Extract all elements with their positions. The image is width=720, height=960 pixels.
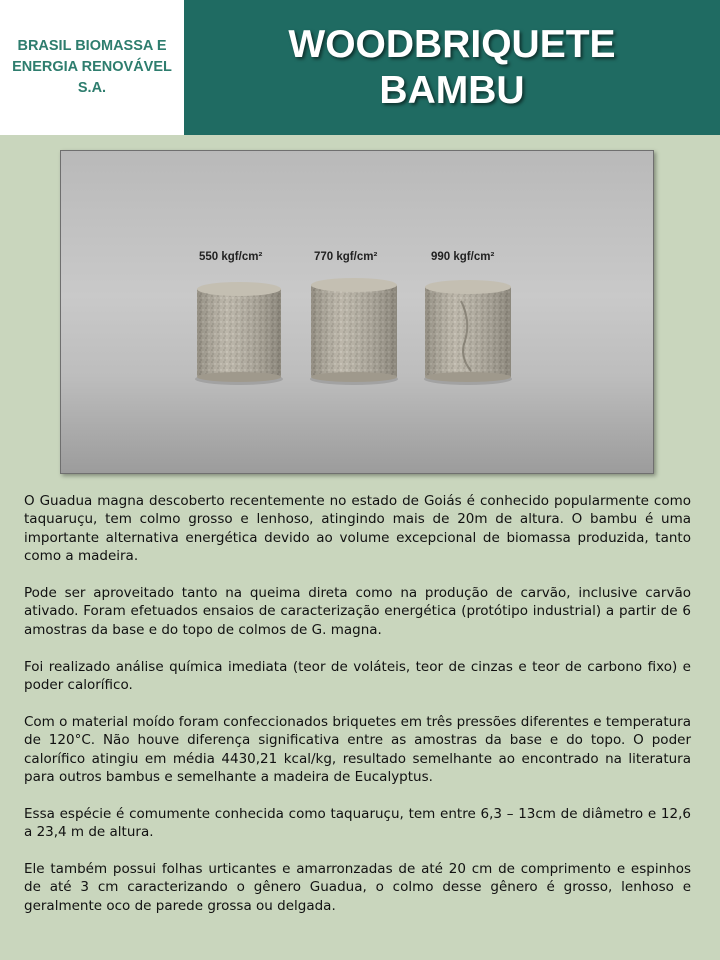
paragraph-2: Pode ser aproveitado tanto na queima direta como na produção de carvão, inclusive carvão ativado. Foram efetuados ensaios de caracterização energética (protótipo industrial) a partir de 6 amostras da base e do topo de colmos de G. magna. xyxy=(24,585,691,638)
briquette-550 xyxy=(197,282,281,382)
pressure-label-2: 770 kgf/cm² xyxy=(314,251,378,263)
company-name: BRASIL BIOMASSA E ENERGIA RENOVÁVEL S.A. xyxy=(12,38,172,96)
pressure-label-1: 550 kgf/cm² xyxy=(199,251,263,263)
company-logo-box xyxy=(0,0,184,135)
page-title: WOODBRIQUETE BAMBU xyxy=(288,22,616,112)
paragraph-6: Ele também possui folhas urticantes e amarronzadas de até 20 cm de comprimento e espinhos de até 3 cm caracterizando o gênero Guadua, o colmo desse gênero é grosso, lenhoso e geralmente oco de parede grossa ou delgada. xyxy=(24,861,691,914)
paragraph-4: Com o material moído foram confeccionados briquetes em três pressões diferentes e temperatura de 120°C. Não houve diferença significativa entre as amostras da base e do topo. O poder calorífico atingiu em média 4430,21 kcal/kg, resultado semelhante ao encontrado na literatura para outros bambus e semelhante a madeira de Eucalyptus. xyxy=(24,713,691,786)
pressure-label-3: 990 kgf/cm² xyxy=(431,251,495,263)
briquette-990 xyxy=(425,280,511,382)
paragraph-1: O Guadua magna descoberto recentemente no estado de Goiás é conhecido popularmente como taquaruçu, tem colmo grosso e lenhoso, atingindo mais de 20m de altura. O bambu é uma importante alternativa energética devido ao volume excepcional de biomassa produzida, tanto como a madeira. xyxy=(24,493,691,565)
page-header xyxy=(0,0,720,135)
briquette-770 xyxy=(311,278,397,382)
briquette-photo xyxy=(60,150,654,474)
paragraph-3: Foi realizado análise química imediata (teor de voláteis, teor de cinzas e teor de carbono fixo) e poder calorífico. xyxy=(24,658,691,694)
body-text xyxy=(24,492,691,934)
briquettes-illustration xyxy=(61,151,653,473)
title-banner xyxy=(184,0,720,135)
paragraph-5: Essa espécie é comumente conhecida como taquaruçu, tem entre 6,3 – 13cm de diâmetro e 12,6 a 23,4 m de altura. xyxy=(24,805,691,841)
